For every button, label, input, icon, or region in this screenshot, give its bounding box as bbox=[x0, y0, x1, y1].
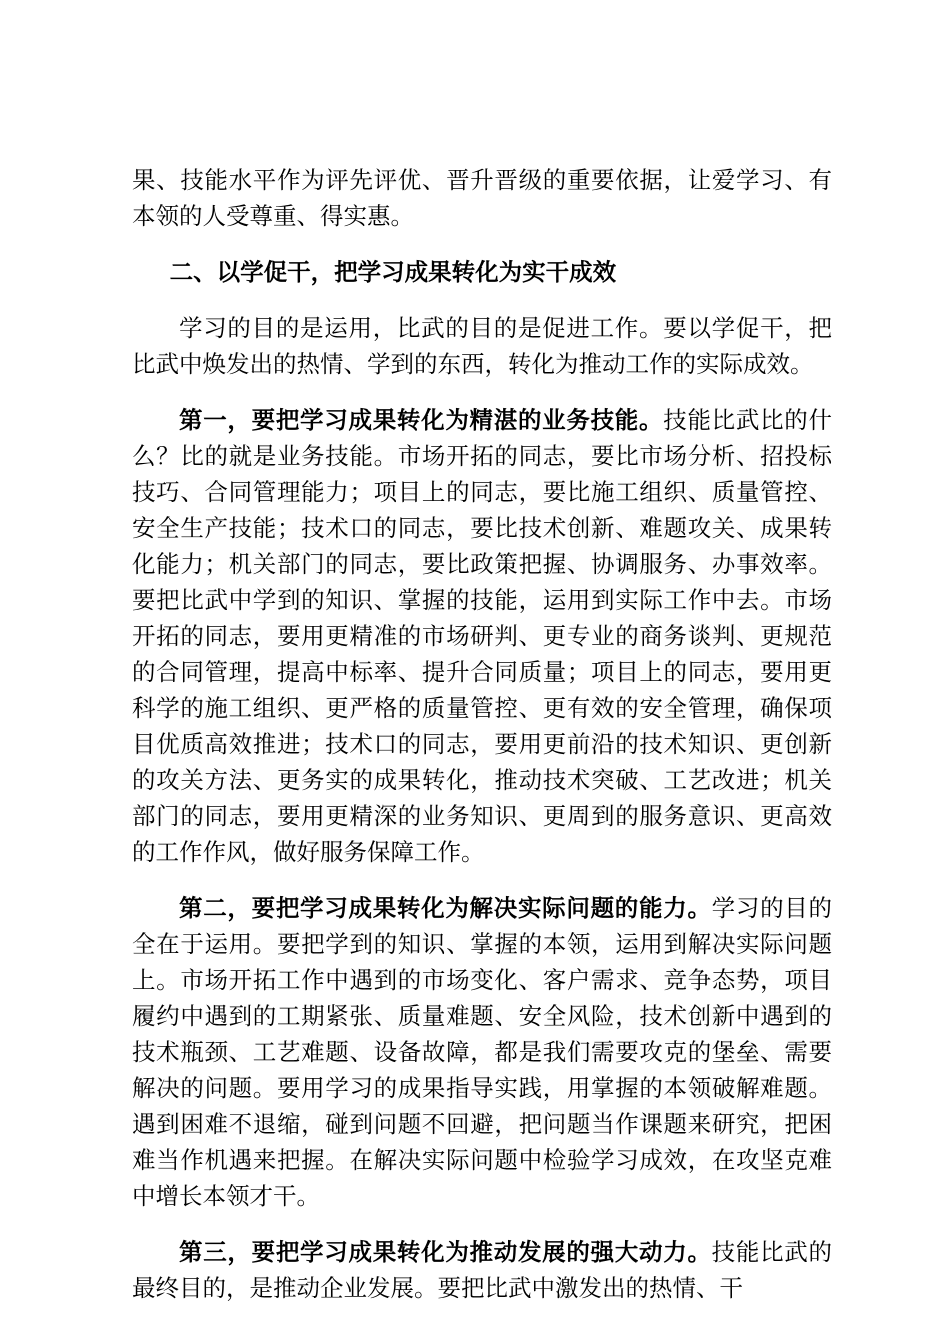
section-heading: 二、以学促干，把学习成果转化为实干成效 bbox=[169, 258, 617, 286]
point-3-lead: 第三，要把学习成果转化为推动发展的强大动力。 bbox=[179, 1238, 712, 1266]
paragraph-continued: 果、技能水平作为评先评优、晋升晋级的重要依据，让爱学习、有本领的人受尊重、得实惠。 bbox=[132, 166, 832, 230]
paragraph-point-1 bbox=[132, 402, 832, 870]
point-1-lead: 第一，要把学习成果转化为精湛的业务技能。 bbox=[179, 406, 664, 434]
paragraph-intro: 学习的目的是运用，比武的目的是促进工作。要以学促干，把比武中焕发出的热情、学到的东西，转化为推动工作的实际成效。 bbox=[132, 314, 832, 378]
paragraph-point-2 bbox=[132, 890, 832, 1214]
point-3-body: 技能比武的最终目的，是推动企业发展。要把比武中激发出的热情、干 bbox=[132, 1238, 833, 1302]
point-2-body: 学习的目的全在于运用。要把学到的知识、掌握的本领，运用到解决实际问题上。市场开拓工作中遇到的市场变化、客户需求、竞争态势，项目履约中遇到的工期紧张、质量难题、安全风险，技术创新中遇到的技术瓶颈、工艺难题、设备故障，都是我们需要攻克的堡垒、需要解决的问题。要用学习的成果指导实践，用掌握的本领破解难题。遇到困难不退缩，碰到问题不回避，把问题当作课题来研究，把困难当作机遇来把握。在解决实际问题中检验学习成效，在攻坚克难中增长本领才干。 bbox=[132, 894, 833, 1210]
point-2-lead: 第二，要把学习成果转化为解决实际问题的能力。 bbox=[179, 894, 712, 922]
point-1-body: 技能比武比的什么？比的就是业务技能。市场开拓的同志，要比市场分析、招投标技巧、合同管理能力；项目上的同志，要比施工组织、质量管控、安全生产技能；技术口的同志，要比技术创新、难题攻关、成果转化能力；机关部门的同志，要比政策把握、协调服务、办事效率。要把比武中学到的知识、掌握的技能，运用到实际工作中去。市场开拓的同志，要用更精准的市场研判、更专业的商务谈判、更规范的合同管理，提高中标率、提升合同质量；项目上的同志，要用更科学的施工组织、更严格的质量管控、更有效的安全管理，确保项目优质高效推进；技术口的同志，要用更前沿的技术知识、更创新的攻关方法、更务实的成果转化，推动技术突破、工艺改进；机关部门的同志，要用更精深的业务知识、更周到的服务意识、更高效的工作作风，做好服务保障工作。 bbox=[132, 406, 833, 866]
paragraph-point-3 bbox=[132, 1234, 832, 1306]
document-body bbox=[132, 162, 832, 1326]
